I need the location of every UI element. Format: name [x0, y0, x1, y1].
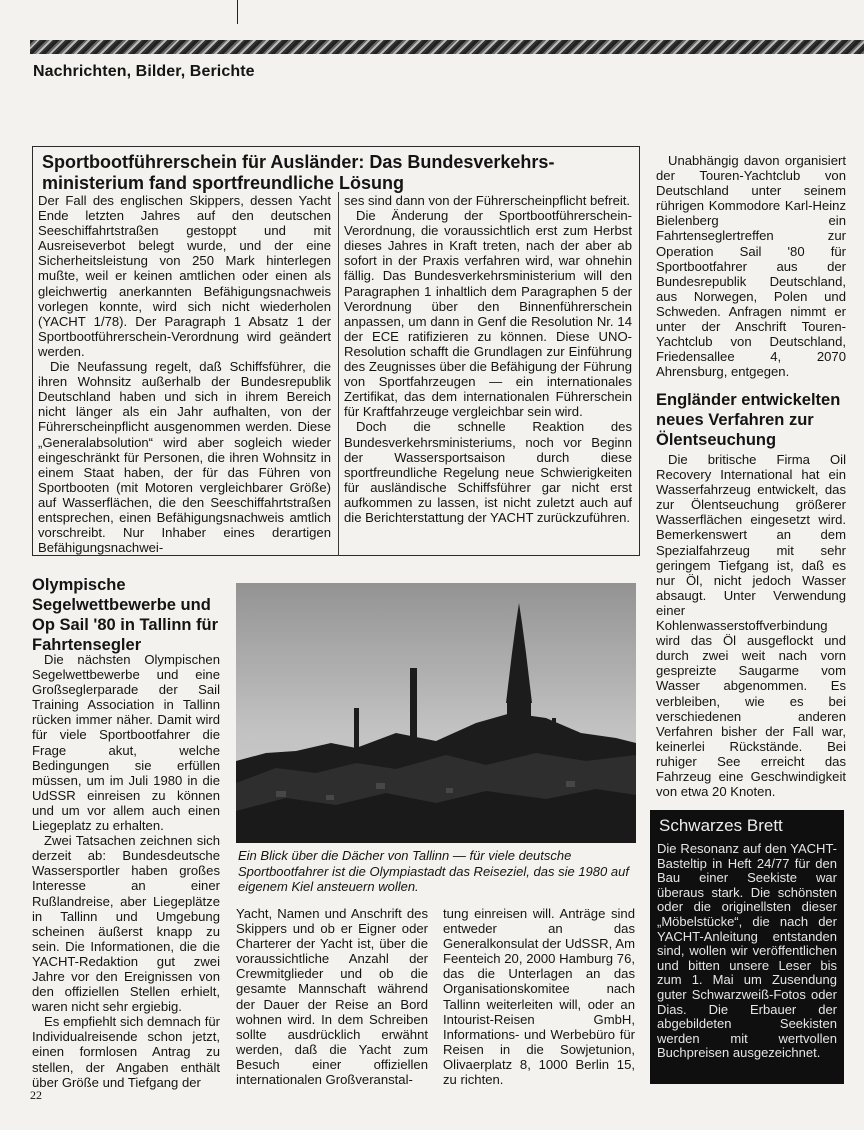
article-title-olympic: Olympische Segelwettbewerbe und Op Sail '80 in Tallinn für Fahrtensegler: [32, 576, 219, 654]
right-column-top-text: [656, 153, 846, 379]
notice-board-title: Schwarzes Brett: [659, 816, 783, 835]
article-paragraph: Zwei Tatsachen zeichnen sich derzeit ab: Bundesdeutsche Wassersportler haben großes Interesse an einer Rußlandreise, aber Liegeplätze in Tallinn und Umgebung scheinen äußerst knapp zu sein. Die Informationen, die die YACHT-Redaktion gut zwei Jahre vor den Ereignissen von den offiziellen Stellen erhielt, waren nicht sehr ergiebig.: [32, 833, 220, 1015]
article-paragraph: Die Änderung der Sportbootführerschein-Verordnung, die voraussichtlich erst zum Herbst dieses Jahres in Kraft treten, nach der aber ab sofort in der Praxis verfahren wird, war ohnehin fällig. Das Bundesverkehrsministerium will den Paragraphen 1 inhaltlich dem Paragraphen 5 der Verordnung über den Binnenführerschein anpassen, um dann in Genf die Resolution Nr. 14 der ECE ratifizieren zu können. Diese UNO-Resolution schafft die Grundlagen zur Einführung des Zeugnisses über die Befähigung der Führung von Sportfahrzeugen — ein internationales Zertifikat, das dem internationalen Führerschein für Kraftfahrzeuge vergleichbar sein wird.: [344, 208, 632, 420]
notice-board-box: [650, 810, 844, 1084]
article-box-column-rule: [338, 192, 339, 556]
top-decorative-rule: [30, 40, 864, 54]
article-paragraph: Yacht, Namen und Anschrift des Skippers und ob er Eigner oder Charterer der Yacht ist, über die voraussichtliche Anzahl der Crewmitglieder und ob die gesamte Mannschaft während der Dauer der Reise an Bord wohnen wird. In dem Schreiben sollte ausdrücklich erwähnt werden, daß die Yacht zum Besuch einer offiziellen internationalen Großveranstal-: [236, 906, 428, 1088]
article-license-col-1: [38, 193, 331, 555]
article-paragraph: Die Neufassung regelt, daß Schiffsführer, die ihren Wohnsitz außerhalb der Bundesrepublik Deutschland haben und sich in ihrem Bereich nicht länger als ein Jahr aufhalten, von der Führerscheinpflicht ausgenommen werden. Diese „Generalabsolution“ wird aber sogleich wieder eingeschränkt für Personen, die ihren Wohnsitz in einem Staat haben, der für das Führen von Sportbooten (mit Motoren vergleichbarer Größe) auf Wasserflächen, die den Seeschiffahrtstraßen entsprechen, einen Befähigungsnachweis amtlich vorschreibt. Nur Inhaber eines derartigen Befähigungsnachwei-: [38, 359, 331, 556]
notice-board-body: Die Resonanz auf den YACHT-Basteltip in Heft 24/77 für den Bau einer Seekiste war überaus stark. Die schönsten oder die originellsten dieser „Möbelstücke“, die nach der YACHT-Anleitung entstanden sind, wollen wir veröffentlichen und bitten unsere Leser bis zum 1. Mai um Zusendung guter Schwarzweiß-Fotos oder Dias. Die Erbauer der abgebildeten Seekisten werden mit wertvollen Buchpreisen ausgezeichnet.: [657, 841, 837, 1061]
article-title-license: Sportbootführerschein für Ausländer: Das Bundesverkehrsministerium fand sportfreundliche Lösung: [42, 152, 555, 193]
article-paragraph: Doch die schnelle Reaktion des Bundesverkehrsministeriums, noch vor Beginn der Wassersportsaison durch diese sportfreundliche Regelung neue Schwierigkeiten für ausländische Schiffsführer gar nicht erst aufkommen zu lassen, ist nicht zuletzt auch auf die Berichterstattung der YACHT zurückzuführen.: [344, 419, 632, 525]
photo-tallinn-rooftops: [236, 583, 636, 843]
article-paragraph: Der Fall des englischen Skippers, dessen Yacht Ende letzten Jahres auf den deutschen Seeschiffahrtstraßen gestoppt und mit Ausreiseverbot belegt wurde, und der eine Sicherheitsleistung von 250 Mark hinterlegen mußte, weil er keinen amtlichen oder einen als gleichwertig anerkannten Befähigungsnachweis vorlegen konnte, wird sich nicht wiederholen (YACHT 1/78). Der Paragraph 1 Absatz 1 der Sportbootführerschein-Verordnung wird geändert werden.: [38, 193, 331, 359]
article-oil-body: [656, 452, 846, 799]
section-heading: Nachrichten, Bilder, Berichte: [33, 63, 255, 80]
article-paragraph: Die britische Firma Oil Recovery International hat ein Wasserfahrzeug entwickelt, das zur Ölentseuchung größerer Wasserflächen eingesetzt wird. Bemerkenswert an dem Spezialfahrzeug mit sehr geringem Tiefgang ist, daß es nur Öl, nicht jedoch Wasser absaugt. Unter Verwendung einer Kohlenwasserstoffverbindung wird das Öl ausgeflockt und durch zwei weit nach vorn gespreizte Saugarme vom Wasser abgenommen. Es verbleiben, wie es bei verschiedenen anderen Verfahren bisher der Fall war, keinerlei Rückstände. Bei ruhiger See erreicht das Fahrzeug eine Geschwindigkeit von etwa 20 Knoten.: [656, 452, 846, 800]
page-number: 22: [30, 1088, 42, 1102]
article-olympic-col-1: [32, 652, 220, 1090]
photo-tallinn-graphic: [236, 583, 636, 843]
top-tick-mark: [237, 0, 238, 24]
article-title-oil: Engländer entwickelten neues Verfahren zur Ölentseuchung: [656, 391, 841, 449]
photo-caption: Ein Blick über die Dächer von Tallinn — für viele deutsche Sportbootfahrer ist die Olympiastadt das Reiseziel, das sie 1980 auf eigenem Kiel ansteuern wollen.: [238, 848, 629, 894]
article-olympic-col-3: [443, 906, 635, 1087]
article-paragraph: Die nächsten Olympischen Segelwettbewerbe und eine Großseglerparade der Sail Training Association in Tallinn rücken immer näher. Damit wird für viele Sportbootfahrer die Frage akut, welche Bedingungen sie erfüllen müssen, um im Juli 1980 in die UdSSR einreisen zu können und um vor allem auch einen Liegeplatz zu erhalten.: [32, 652, 220, 834]
article-paragraph: ses sind dann von der Führerscheinpflicht befreit.: [344, 193, 631, 208]
article-paragraph: tung einreisen will. Anträge sind entweder an das Generalkonsulat der UdSSR, Am Feenteich 20, 2000 Hamburg 76, das die Unterlagen an das Organisationskomitee nach Tallinn weiterleiten will, oder an Intourist-Reisen GmbH, Informations- und Werbebüro für Reisen in die Sowjetunion, Olivaerplatz 8, 1000 Berlin 15, zu richten.: [443, 906, 635, 1088]
article-paragraph: Es empfiehlt sich demnach für Individualreisende schon jetzt, einen formlosen Antrag zu stellen, der Angaben enthält über Größe und Tiefgang der: [32, 1014, 220, 1090]
article-license-col-2: [344, 193, 632, 525]
article-olympic-col-2: [236, 906, 428, 1087]
article-paragraph: Unabhängig davon organisiert der Touren-Yachtclub von Deutschland unter seinem rührigen Kommodore Karl-Heinz Bielenberg ein Fahrtenseglertreffen zur Operation Sail '80 für Sportbootfahrer aus der Bundesrepublik Deutschland, aus Norwegen, Polen und Schweden. Anfragen nimmt er unter der Anschrift Touren-Yachtclub von Deutschland, Friedensallee 4, 2070 Ahrensburg, entgegen.: [656, 153, 846, 380]
